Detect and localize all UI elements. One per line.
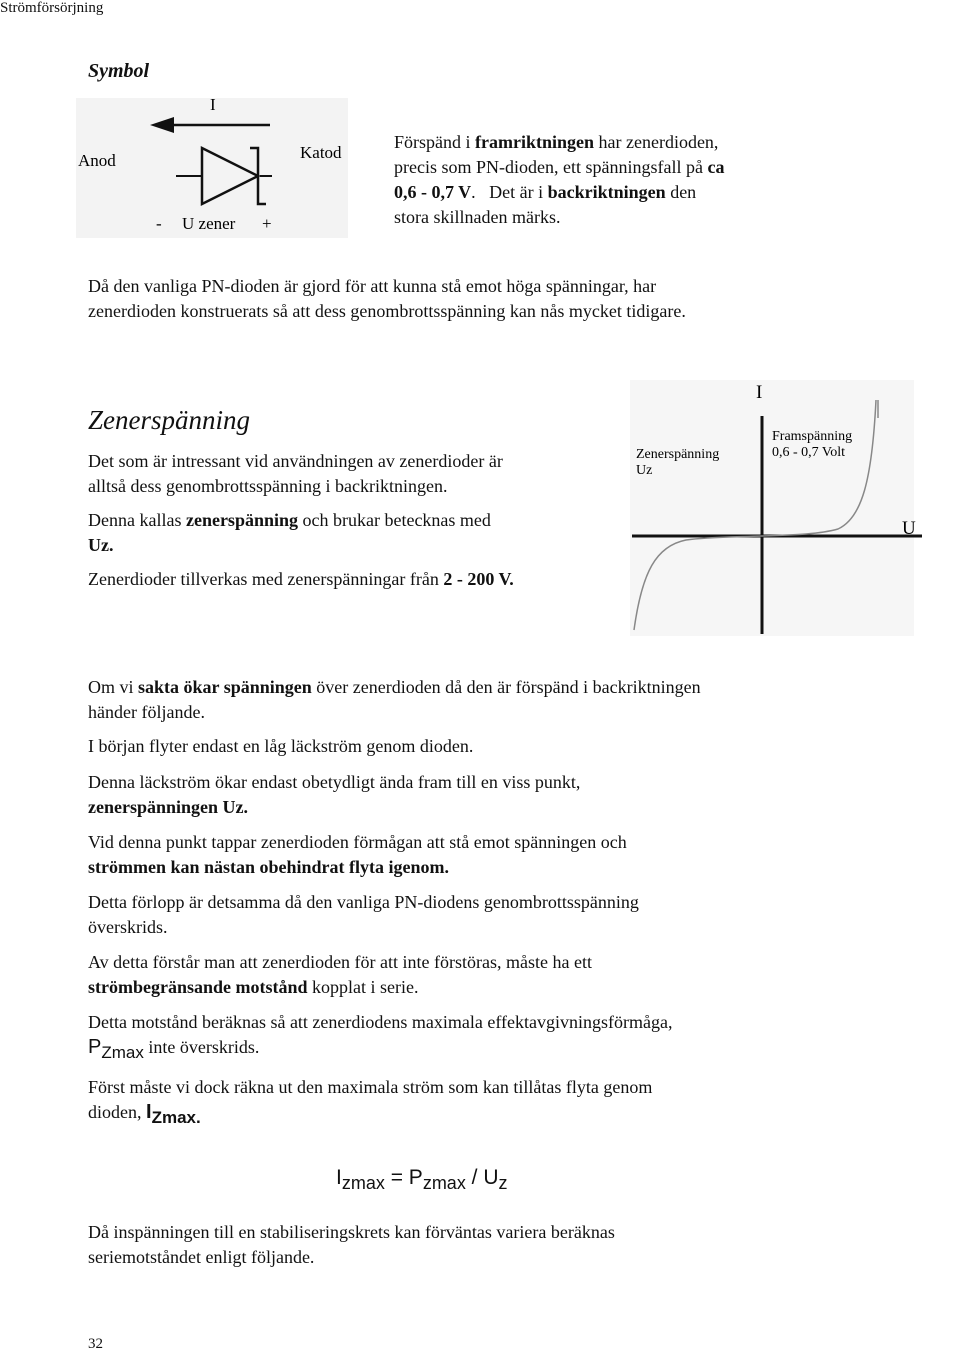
anode-label: Anod	[78, 151, 116, 170]
forward-voltage-label: Framspänning	[772, 429, 853, 444]
body-paragraph-8: Först måste vi dock räkna ut den maximala ström som kan tillåtas flyta genom dioden, $I_{Zmax.}$	[88, 1077, 653, 1127]
zenerspanning-heading: Zenerspänning	[88, 405, 250, 435]
axis-u-label: U	[902, 518, 916, 539]
running-header: Strömförsörjning	[0, 0, 104, 16]
cathode-label: Katod	[300, 143, 342, 162]
graph-background	[630, 380, 914, 636]
body-paragraph-9: Då inspänningen till en stabiliseringskrets kan förväntas variera beräknas seriemotståndet enligt följande.	[88, 1222, 615, 1267]
zener-voltage-label: Zenerspänning	[636, 447, 720, 462]
forward-voltage-sublabel: 0,6 - 0,7 Volt	[772, 445, 845, 460]
body-paragraph-1: Om vi sakta ökar spänningen över zenerdioden då den är förspänd i backriktningen händer följande.	[88, 677, 701, 722]
body-paragraph-6: Av detta förstår man att zenerdioden för att inte förstöras, måste ha ett strömbegränsande motstånd kopplat i serie.	[88, 952, 592, 997]
body-paragraph-4: Vid denna punkt tappar zenerdioden förmågan att stå emot spänningen och strömmen kan nästan obehindrat flyta igenom.	[88, 832, 627, 877]
zener-iv-graph	[626, 376, 936, 638]
symbol-heading: Symbol	[88, 60, 150, 82]
body-paragraph-2: I början flyter endast en låg läckström genom dioden.	[88, 736, 474, 756]
minus-label: -	[156, 214, 162, 233]
symbol-caption: Förspänd i framriktningen har zenerdioden, precis som PN-dioden, ett spänningsfall på ca 0,6 - 0,7 V. Det är i backriktningen den stora skillnaden märks.	[394, 132, 725, 227]
body-paragraph-5: Detta förlopp är detsamma då den vanliga PN-diodens genombrottsspänning överskrids.	[88, 892, 639, 937]
zener-diode-symbol	[76, 92, 348, 240]
body-paragraph-3: Denna läckström ökar endast obetydligt ända fram till en viss punkt, zenerspänningen Uz.	[88, 772, 581, 817]
current-label: I	[210, 95, 216, 114]
zener-paragraph-2: Denna kallas zenerspänning och brukar betecknas med Uz.	[88, 510, 491, 555]
axis-i-label: I	[756, 382, 763, 403]
plus-label: +	[262, 214, 272, 233]
uzener-label: U zener	[182, 214, 236, 233]
page-number: 32	[88, 1336, 103, 1352]
zener-paragraph-3: Zenerdioder tillverkas med zenerspänningar från 2 - 200 V.	[88, 569, 514, 589]
current-formula: $I_{zmax} = P_{zmax} / U_z$	[336, 1166, 508, 1194]
body-paragraph-7: Detta motstånd beräknas så att zenerdiodens maximala effektavgivningsförmåga, $P_{Zmax}$ inte överskrids.	[88, 1012, 673, 1062]
zener-voltage-sublabel: Uz	[636, 463, 653, 478]
zener-paragraph-1: Det som är intressant vid användningen av zenerdioder är alltså dess genombrottsspänning i backriktningen.	[88, 451, 503, 496]
intro-paragraph: Då den vanliga PN-dioden är gjord för att kunna stå emot höga spänningar, har zenerdioden konstruerats så att dess genombrottsspänning kan nås mycket tidigare.	[88, 276, 686, 321]
